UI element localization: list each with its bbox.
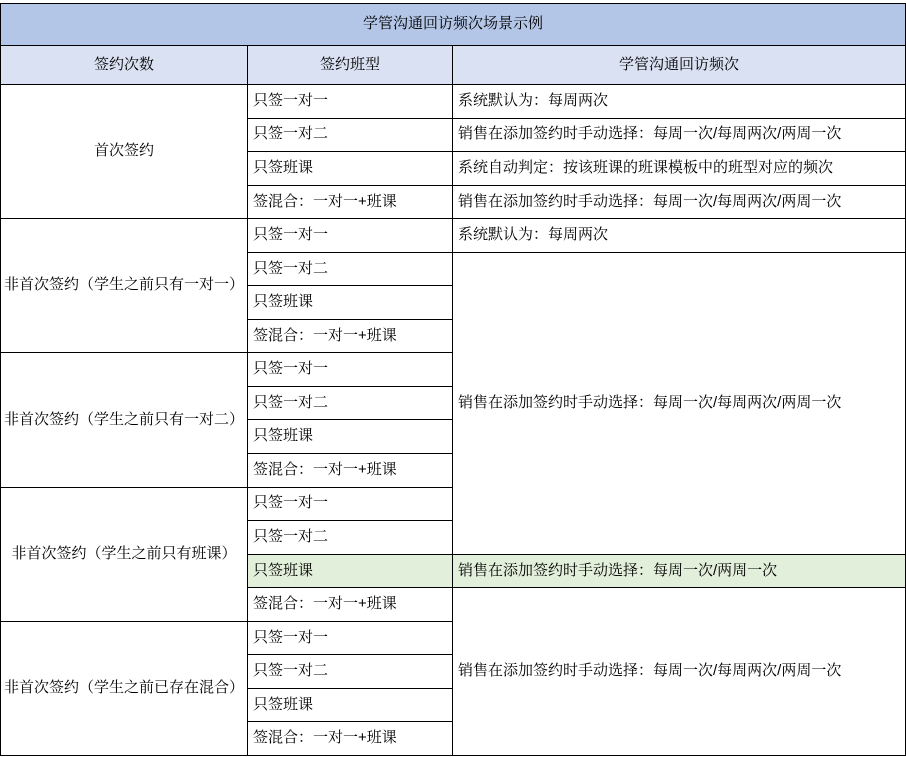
frequency-cell: 系统默认为：每周两次 (453, 85, 906, 119)
class-type-cell: 只签一对二 (248, 252, 453, 286)
frequency-cell-highlighted: 销售在添加签约时手动选择：每周一次/两周一次 (453, 554, 906, 588)
table-row (1, 85, 906, 119)
sign-count-cell: 非首次签约（学生之前只有一对一） (1, 219, 248, 353)
sign-count-cell: 非首次签约（学生之前只有一对二） (1, 353, 248, 487)
table-row (1, 219, 906, 253)
frequency-cell: 系统默认为：每周两次 (453, 219, 906, 253)
class-type-cell: 只签一对一 (248, 487, 453, 521)
table-title-row (1, 4, 906, 46)
class-type-cell: 签混合：一对一+班课 (248, 588, 453, 622)
class-type-cell: 只签一对一 (248, 85, 453, 119)
class-type-cell: 只签一对一 (248, 621, 453, 655)
class-type-cell: 只签班课 (248, 420, 453, 454)
class-type-cell: 只签一对二 (248, 118, 453, 152)
class-type-cell: 只签一对一 (248, 353, 453, 387)
header-followup-frequency: 学管沟通回访频次 (453, 46, 906, 85)
class-type-cell: 签混合：一对一+班课 (248, 454, 453, 488)
class-type-cell: 只签班课 (248, 688, 453, 722)
table-header-row (1, 46, 906, 85)
class-type-cell: 签混合：一对一+班课 (248, 722, 453, 756)
followup-frequency-table (0, 3, 906, 756)
class-type-cell: 只签一对二 (248, 521, 453, 555)
class-type-cell: 只签一对二 (248, 655, 453, 689)
class-type-cell: 只签一对二 (248, 386, 453, 420)
frequency-cell: 销售在添加签约时手动选择：每周一次/每周两次/两周一次 (453, 185, 906, 219)
class-type-cell: 签混合：一对一+班课 (248, 185, 453, 219)
frequency-cell: 销售在添加签约时手动选择：每周一次/每周两次/两周一次 (453, 118, 906, 152)
sign-count-cell: 首次签约 (1, 85, 248, 219)
class-type-cell: 签混合：一对一+班课 (248, 319, 453, 353)
class-type-cell: 只签班课 (248, 286, 453, 320)
class-type-cell-highlighted: 只签班课 (248, 554, 453, 588)
class-type-cell: 只签一对一 (248, 219, 453, 253)
merged-frequency-cell: 销售在添加签约时手动选择：每周一次/每周两次/两周一次 (453, 252, 906, 554)
header-class-type: 签约班型 (248, 46, 453, 85)
frequency-cell: 系统自动判定：按该班课的班课模板中的班型对应的频次 (453, 152, 906, 186)
table-title: 学管沟通回访频次场景示例 (1, 4, 906, 46)
merged-frequency-cell: 销售在添加签约时手动选择：每周一次/每周两次/两周一次 (453, 588, 906, 756)
sign-count-cell: 非首次签约（学生之前只有班课） (1, 487, 248, 621)
class-type-cell: 只签班课 (248, 152, 453, 186)
sign-count-cell: 非首次签约（学生之前已存在混合） (1, 621, 248, 755)
header-sign-count: 签约次数 (1, 46, 248, 85)
